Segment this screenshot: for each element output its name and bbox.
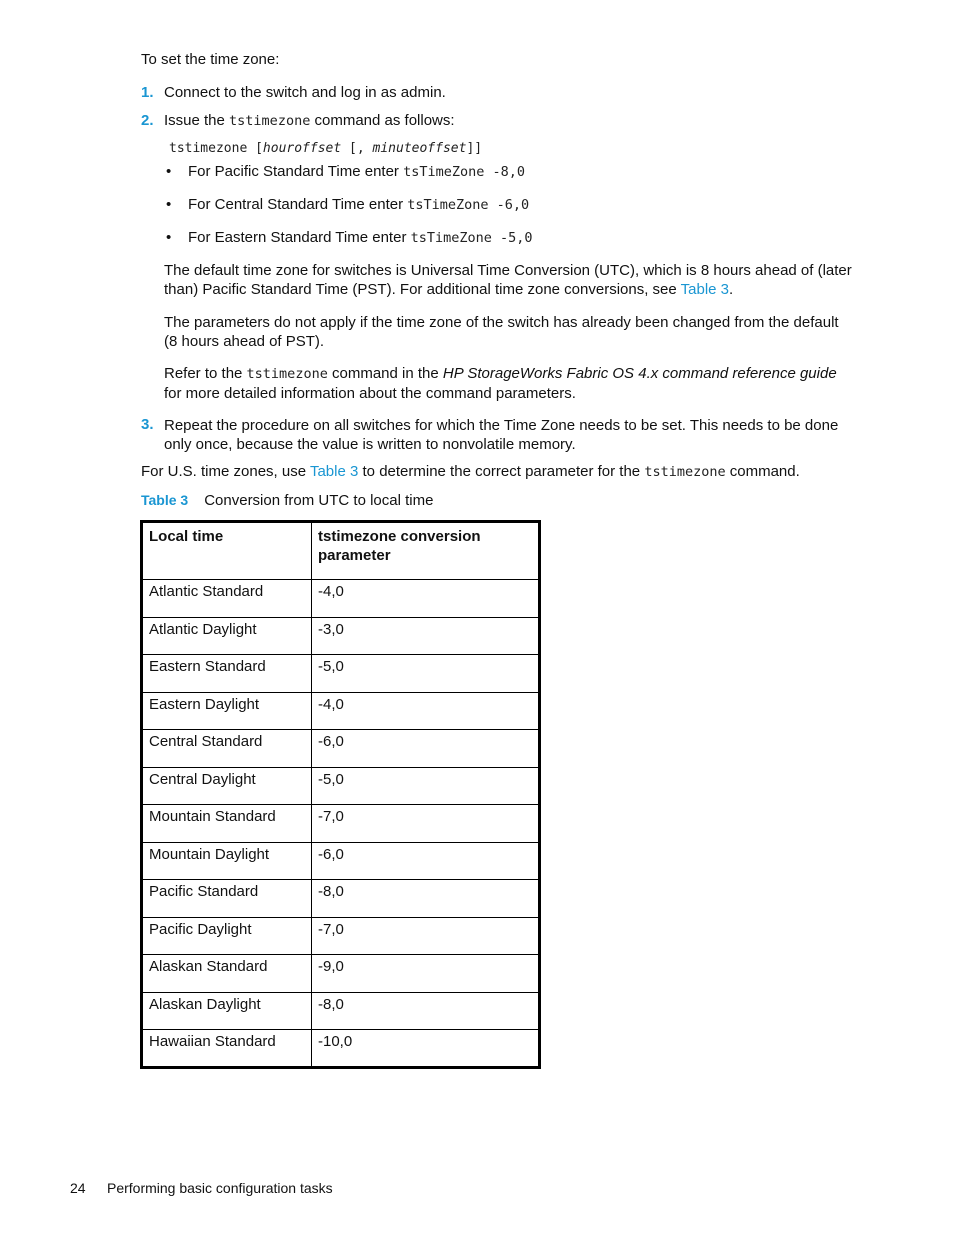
- syntax-arg: houroffset: [262, 141, 342, 156]
- bullet-text: For Pacific Standard Time enter: [188, 163, 404, 180]
- table-cell: -7,0: [312, 805, 540, 843]
- table-cell: -7,0: [312, 917, 540, 955]
- table-caption-title: Conversion from UTC to local time: [204, 492, 434, 509]
- table-caption: [141, 492, 433, 509]
- paragraph-pre: Refer to the: [164, 365, 247, 382]
- table-cell: -5,0: [312, 767, 540, 805]
- table-row: [142, 842, 540, 880]
- table-cell: Atlantic Daylight: [142, 617, 312, 655]
- table-row: [142, 767, 540, 805]
- page-number: 24: [70, 1180, 86, 1196]
- table-cell: -4,0: [312, 692, 540, 730]
- paragraph-post: for more detailed information about the command parameters.: [164, 385, 576, 402]
- table-row: [142, 617, 540, 655]
- table-cell: -5,0: [312, 655, 540, 693]
- paragraph-pre: For U.S. time zones, use: [141, 463, 310, 480]
- step-number: 1.: [141, 84, 154, 101]
- table-cell: Eastern Daylight: [142, 692, 312, 730]
- syntax-close: ]]: [466, 141, 483, 156]
- command-syntax: [169, 141, 482, 156]
- table-cell: -8,0: [312, 880, 540, 918]
- table-cell: Mountain Daylight: [142, 842, 312, 880]
- paragraph-us-timezones: [141, 463, 800, 480]
- inline-code: tsTimeZone -8,0: [403, 164, 526, 180]
- table-header-row: [142, 522, 540, 580]
- syntax-arg: minuteoffset: [372, 141, 467, 156]
- table-cell: -9,0: [312, 955, 540, 993]
- table-row: [142, 692, 540, 730]
- table-cell: Pacific Standard: [142, 880, 312, 918]
- step-number: 3.: [141, 416, 154, 433]
- table-row: [142, 880, 540, 918]
- bullet-item: [188, 163, 525, 180]
- paragraph-parameters: The parameters do not apply if the time zone of the switch has already been changed from the default (8 hours ahead of PST).: [164, 314, 839, 350]
- table-cell: -6,0: [312, 842, 540, 880]
- table-row: [142, 917, 540, 955]
- paragraph-default-timezone: [164, 261, 854, 299]
- paragraph-mid: to determine the correct parameter for the: [358, 463, 645, 480]
- table-row: [142, 1030, 540, 1068]
- syntax-cmd: tstimezone [: [169, 141, 263, 156]
- table-cell: -10,0: [312, 1030, 540, 1068]
- table-cell: Pacific Daylight: [142, 917, 312, 955]
- bullet-item: [188, 229, 533, 246]
- bullet-dot: •: [166, 196, 172, 213]
- step-text: Connect to the switch and log in as admin.: [164, 84, 446, 101]
- table-row: [142, 580, 540, 618]
- table-link[interactable]: Table 3: [309, 463, 359, 480]
- table-link[interactable]: Table 3: [680, 281, 730, 298]
- bullet-text: For Eastern Standard Time enter: [188, 229, 411, 246]
- paragraph-text: The default time zone for switches is Universal Time Conversion (UTC), which is 8 hours ahead of (later than) Pacific Standard Time (PST). For additional time zone conversions, see: [164, 262, 852, 298]
- bullet-item: [188, 196, 529, 213]
- table-header-cell: tstimezone conversion parameter: [312, 522, 540, 580]
- table-cell: Hawaiian Standard: [142, 1030, 312, 1068]
- table-cell: -6,0: [312, 730, 540, 768]
- step-text: [164, 112, 455, 129]
- step-text-pre: Issue the: [164, 112, 230, 129]
- footer-section-title: Performing basic configuration tasks: [107, 1180, 333, 1196]
- paragraph-refer: [164, 364, 854, 403]
- bullet-text: For Central Standard Time enter: [188, 196, 408, 213]
- table-cell: Alaskan Daylight: [142, 992, 312, 1030]
- table-cell: -3,0: [312, 617, 540, 655]
- step-number: 2.: [141, 112, 154, 129]
- inline-code: tstimezone: [644, 464, 726, 480]
- table-cell: Eastern Standard: [142, 655, 312, 693]
- paragraph-mid: command in the: [327, 365, 443, 382]
- table-row: [142, 992, 540, 1030]
- table-caption-label: Table 3: [141, 492, 189, 508]
- reference-title: HP StorageWorks Fabric OS 4.x command reference guide: [442, 365, 837, 382]
- step-text-post: command as follows:: [310, 112, 455, 129]
- table-row: [142, 955, 540, 993]
- table-cell: Central Standard: [142, 730, 312, 768]
- inline-code: tsTimeZone -6,0: [407, 197, 530, 213]
- syntax-sep: [,: [341, 141, 373, 156]
- table-cell: Central Daylight: [142, 767, 312, 805]
- bullet-dot: •: [166, 163, 172, 180]
- table-row: [142, 730, 540, 768]
- table-cell: -4,0: [312, 580, 540, 618]
- table-header-cell: Local time: [142, 522, 312, 580]
- inline-code: tstimezone: [229, 113, 311, 129]
- inline-code: tsTimeZone -5,0: [410, 230, 533, 246]
- table-cell: -8,0: [312, 992, 540, 1030]
- table-cell: Mountain Standard: [142, 805, 312, 843]
- paragraph-post: command.: [725, 463, 800, 480]
- bullet-dot: •: [166, 229, 172, 246]
- table-row: [142, 805, 540, 843]
- table-cell: Alaskan Standard: [142, 955, 312, 993]
- conversion-table: [140, 520, 541, 1069]
- intro-text: To set the time zone:: [141, 51, 280, 68]
- table-cell: Atlantic Standard: [142, 580, 312, 618]
- paragraph-end: .: [729, 281, 734, 298]
- inline-code: tstimezone: [246, 366, 328, 382]
- step-text: Repeat the procedure on all switches for which the Time Zone needs to be set. This needs to be done only once, because the value is written to nonvolatile memory.: [164, 417, 839, 453]
- table-row: [142, 655, 540, 693]
